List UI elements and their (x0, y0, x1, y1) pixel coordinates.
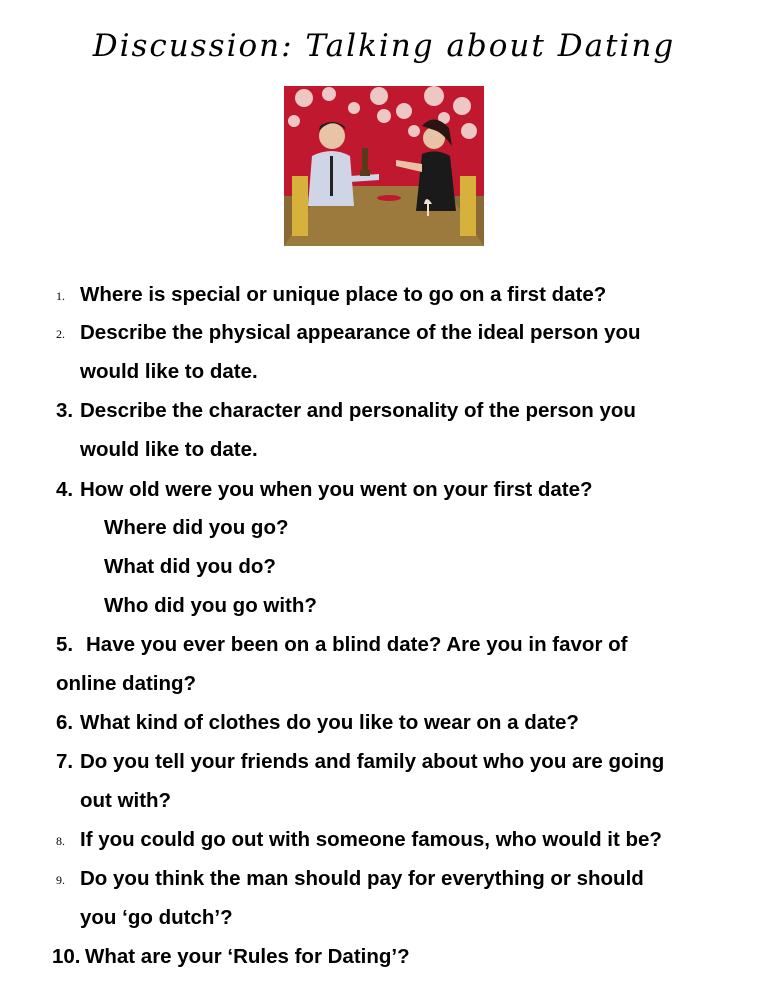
question-number: 8. (56, 834, 65, 848)
question-line: What kind of clothes do you like to wear on a date? (80, 711, 579, 734)
question-line: online dating? (56, 672, 197, 695)
question-line: What are your ‘Rules for Dating’? (85, 945, 410, 968)
question-number: 4. (56, 478, 74, 501)
question-number: 5. (56, 633, 74, 656)
question-number: 9. (56, 873, 65, 887)
question-line: Where is special or unique place to go on a first date? (80, 283, 607, 306)
question-line: How old were you when you went on your first date? (80, 478, 593, 501)
question-number: 2. (56, 327, 65, 341)
question-number: 3. (56, 399, 74, 422)
couple-dinner-date-illustration (284, 86, 484, 246)
question-line: Have you ever been on a blind date? Are you in favor of (86, 633, 628, 656)
question-line: would like to date. (80, 360, 258, 383)
question-line: Describe the physical appearance of the ideal person you (80, 321, 641, 344)
sub-question: Who did you go with? (104, 594, 317, 617)
question-number: 1. (56, 289, 65, 303)
question-line: Do you tell your friends and family about who you are going (80, 750, 665, 773)
question-line: Do you think the man should pay for everything or should (80, 867, 644, 890)
page-title: Discussion: Talking about Dating (92, 28, 676, 64)
sub-question: Where did you go? (104, 516, 289, 539)
question-line: would like to date. (80, 438, 258, 461)
question-number: 6. (56, 711, 74, 734)
question-line: If you could go out with someone famous, who would it be? (80, 828, 662, 851)
question-line: Describe the character and personality of the person you (80, 399, 636, 422)
sub-question: What did you do? (104, 555, 276, 578)
question-line: you ‘go dutch’? (80, 906, 233, 929)
question-number: 10. (52, 945, 81, 968)
question-line: out with? (80, 789, 172, 812)
question-number: 7. (56, 750, 74, 773)
